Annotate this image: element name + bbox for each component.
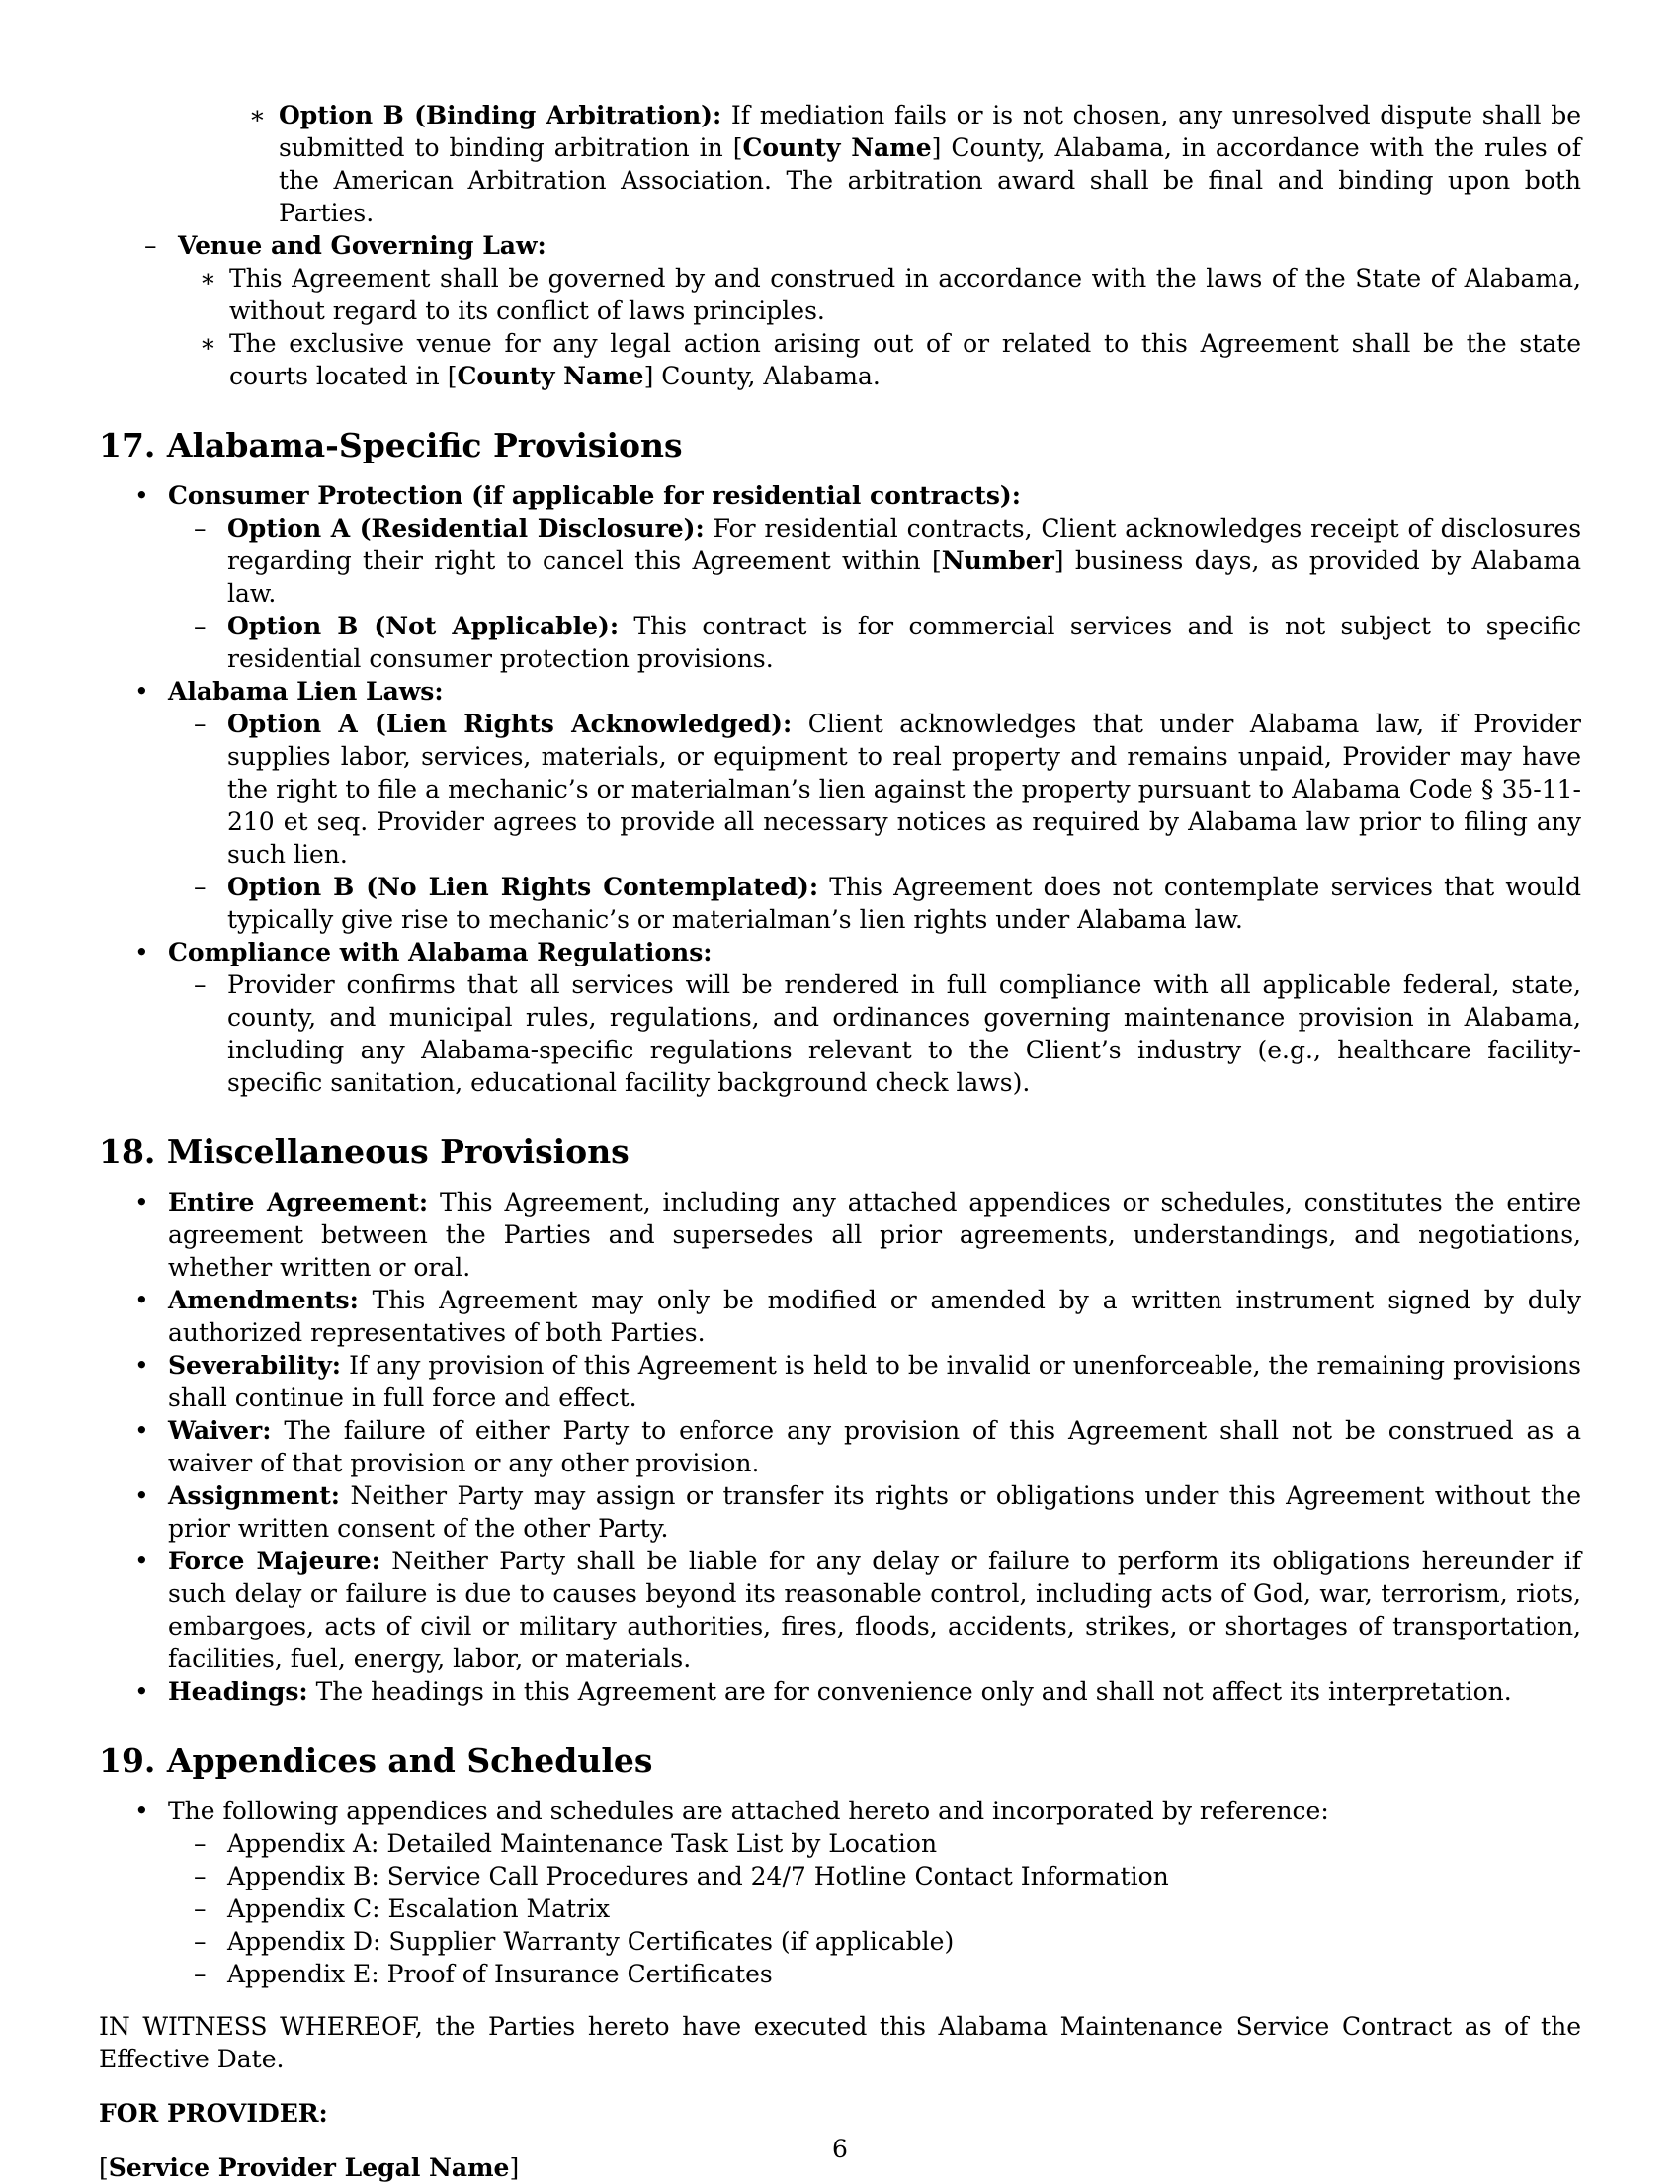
dispute-continuation — [99, 99, 1581, 229]
list-item: – Provider confirms that all services will be rendered in full compliance with all applicable federal, state, county, and municipal rules, regulations, and ordinances governing maintenance provision in Alabama, including any Alabama-specific regulations relevant to the Client’s industry (e.g., healthcare facility-specific sanitation, educational facility background check laws). — [194, 970, 1581, 1097]
section-17-list — [99, 479, 1581, 1099]
dash-bullet-icon: – — [194, 970, 207, 999]
list-item: • The following appendices and schedules are attached hereto and incorporated by reference: – Appendix A: Detailed Maintenance Task List by Location – Appendix B: Service Call Procedures and 24/7 Hotline Contact Information – Appendix C: Escalation Matrix – Appendix D: Supplier Warranty Certificates (if applicable) – Appendix E: Proof of Insurance Certificates — [99, 1795, 1581, 1990]
dash-bullet-icon: – — [194, 1927, 207, 1956]
list-item: – Option A (Residential Disclosure): For residential contracts, Client acknowledges receipt of disclosures regarding their right to cancel this Agreement within [Number] business days, as provided by Alabama law. — [194, 514, 1582, 608]
list-item: ∗ The exclusive venue for any legal action arising out of or related to this Agreement shall be the state courts located in [County Name] County, Alabama. — [200, 329, 1581, 390]
document-content — [99, 99, 1581, 2184]
list-item: – Option A (Lien Rights Acknowledged): Client acknowledges that under Alabama law, if Provider supplies labor, services, materials, or equipment to real property and remains unpaid, Provider may have the right to file a mechanic’s or materialman’s lien against the property pursuant to Alabama Code § 35-11-210 et seq. Provider agrees to provide all necessary notices as required by Alabama law prior to filing any such lien. — [194, 710, 1581, 869]
dash-bullet-icon: – — [194, 873, 207, 901]
venue-governing-law: – Venue and Governing Law: ∗ This Agreement shall be governed by and construed in accordance with the laws of the State of Alabama, without regard to its conflict of laws principles. ∗ The exclusive venue for any legal action arising out of or related to this Agreement shall be the state courts located in [County Name] County, Alabama. — [144, 231, 1581, 390]
bullet-icon: • — [134, 1286, 149, 1314]
appendix-item: – Appendix D: Supplier Warranty Certificates (if applicable) — [194, 1927, 955, 1956]
appendix-item: – Appendix B: Service Call Procedures and 24/7 Hotline Contact Information — [194, 1862, 1169, 1890]
list-item: • Waiver: The failure of either Party to enforce any provision of this Agreement shall not be construed as a waiver of that provision or any other provision. — [134, 1416, 1582, 1477]
asterisk-bullet-icon: ∗ — [200, 329, 216, 358]
list-item: – Option B (No Lien Rights Contemplated): This Agreement does not contemplate services that would typically give rise to mechanic’s or materialman’s lien rights under Alabama law. — [194, 873, 1581, 934]
bullet-icon: • — [134, 481, 149, 510]
venue-list — [99, 229, 1581, 392]
list-item: • Headings: The headings in this Agreement are for convenience only and shall not affect its interpretation. — [134, 1677, 1512, 1706]
list-item: • Severability: If any provision of this Agreement is held to be invalid or unenforceable, the remaining provisions shall continue in full force and effect. — [134, 1351, 1582, 1412]
bullet-icon: • — [134, 1547, 149, 1575]
option-b-arbitration: ∗ Option B (Binding Arbitration): If mediation fails or is not chosen, any unresolved dispute shall be submitted to binding arbitration in [County Name] County, Alabama, in accordance with the rules of the American Arbitration Association. The arbitration award shall be final and binding upon both Parties. — [249, 101, 1582, 227]
dash-bullet-icon: – — [194, 1829, 207, 1858]
bullet-icon: • — [134, 1797, 149, 1825]
dash-bullet-icon: – — [194, 1894, 207, 1923]
list-item: ∗ This Agreement shall be governed by and construed in accordance with the laws of the State of Alabama, without regard to its conflict of laws principles. — [200, 264, 1581, 325]
appendix-item: – Appendix C: Escalation Matrix — [194, 1894, 611, 1923]
section-19-list — [99, 1795, 1581, 1990]
appendix-list — [168, 1827, 1581, 1990]
bullet-icon: • — [134, 938, 149, 966]
page-number: 6 — [832, 2135, 848, 2163]
appendix-item: – Appendix A: Detailed Maintenance Task List by Location — [194, 1829, 938, 1858]
list-item: • Entire Agreement: This Agreement, including any attached appendices or schedules, constitutes the entire agreement between the Parties and supersedes all prior agreements, understandings, and negotiations, whether written or oral. — [134, 1188, 1582, 1282]
consumer-protection: • Consumer Protection (if applicable for residential contracts): – Option A (Residential Disclosure): For residential contracts, Client acknowledges receipt of disclosures regarding their right to cancel this Agreement within [Number] business days, as provided by Alabama law. – Option B (Not Applicable): This contract is for commercial services and is not subject to specific residential consumer protection provisions. — [134, 481, 1582, 673]
dash-bullet-icon: – — [194, 1862, 207, 1890]
list-item: • Force Majeure: Neither Party shall be liable for any delay or failure to perform its obligations hereunder if such delay or failure is due to causes beyond its reasonable control, including acts of God, war, terrorism, riots, embargoes, acts of civil or military authorities, fires, floods, accidents, strikes, or shortages of transportation, facilities, fuel, energy, labor, or materials. — [134, 1547, 1581, 1673]
bullet-icon: • — [134, 1351, 149, 1380]
bullet-icon: • — [134, 1677, 149, 1706]
dash-bullet-icon: – — [194, 710, 207, 738]
asterisk-bullet-icon: ∗ — [200, 264, 216, 293]
provider-name-placeholder: [Service Provider Legal Name] — [99, 2153, 520, 2182]
section-18-heading: 18. Miscellaneous Provisions — [99, 1133, 630, 1171]
section-19-heading: 19. Appendices and Schedules — [99, 1741, 653, 1780]
list-item: • Assignment: Neither Party may assign or transfer its rights or obligations under this Agreement without the prior written consent of the other Party. — [134, 1481, 1582, 1543]
bullet-icon: • — [134, 1188, 149, 1217]
bullet-icon: • — [134, 1481, 149, 1510]
witness-paragraph: IN WITNESS WHEREOF, the Parties hereto have executed this Alabama Maintenance Service Contract as of the Effective Date. — [99, 2012, 1581, 2073]
appendix-item: – Appendix E: Proof of Insurance Certificates — [194, 1960, 773, 1988]
alabama-lien-laws: • Alabama Lien Laws: – Option A (Lien Rights Acknowledged): Client acknowledges that under Alabama law, if Provider supplies labor, services, materials, or equipment to real property and remains unpaid, Provider may have the right to file a mechanic’s or materialman’s lien against the property pursuant to Alabama Code § 35-11-210 et seq. Provider agrees to provide all necessary notices as required by Alabama law prior to filing any such lien. – Option B (No Lien Rights Contemplated): This Agreement does not contemplate services that would typically give rise to mechanic’s or materialman’s lien rights under Alabama law. — [134, 677, 1581, 934]
for-provider-label: FOR PROVIDER: — [99, 2099, 328, 2128]
dash-bullet-icon: – — [144, 231, 157, 260]
asterisk-bullet-icon: ∗ — [249, 101, 266, 129]
dash-bullet-icon: – — [194, 1960, 207, 1988]
list-item — [99, 99, 1581, 229]
list-item: • Amendments: This Agreement may only be modified or amended by a written instrument signed by duly authorized representatives of both Parties. — [134, 1286, 1581, 1347]
section-17-heading: 17. Alabama-Specific Provisions — [99, 426, 683, 464]
bullet-icon: • — [134, 1416, 149, 1445]
bullet-icon: • — [134, 677, 149, 706]
dash-bullet-icon: – — [194, 612, 207, 640]
list-item: – Option B (Not Applicable): This contract is for commercial services and is not subject to specific residential consumer protection provisions. — [194, 612, 1581, 673]
option-label: Option B (Binding Arbitration): — [279, 101, 722, 129]
compliance-regulations: • Compliance with Alabama Regulations: – Provider confirms that all services will be rendered in full compliance with all applicable federal, state, county, and municipal rules, regulations, and ordinances governing maintenance provision in Alabama, including any Alabama-specific regulations relevant to the Client’s industry (e.g., healthcare facility-specific sanitation, educational facility background check laws). — [134, 938, 1581, 1097]
dash-bullet-icon: – — [194, 514, 207, 543]
section-18-list — [99, 1186, 1581, 1708]
